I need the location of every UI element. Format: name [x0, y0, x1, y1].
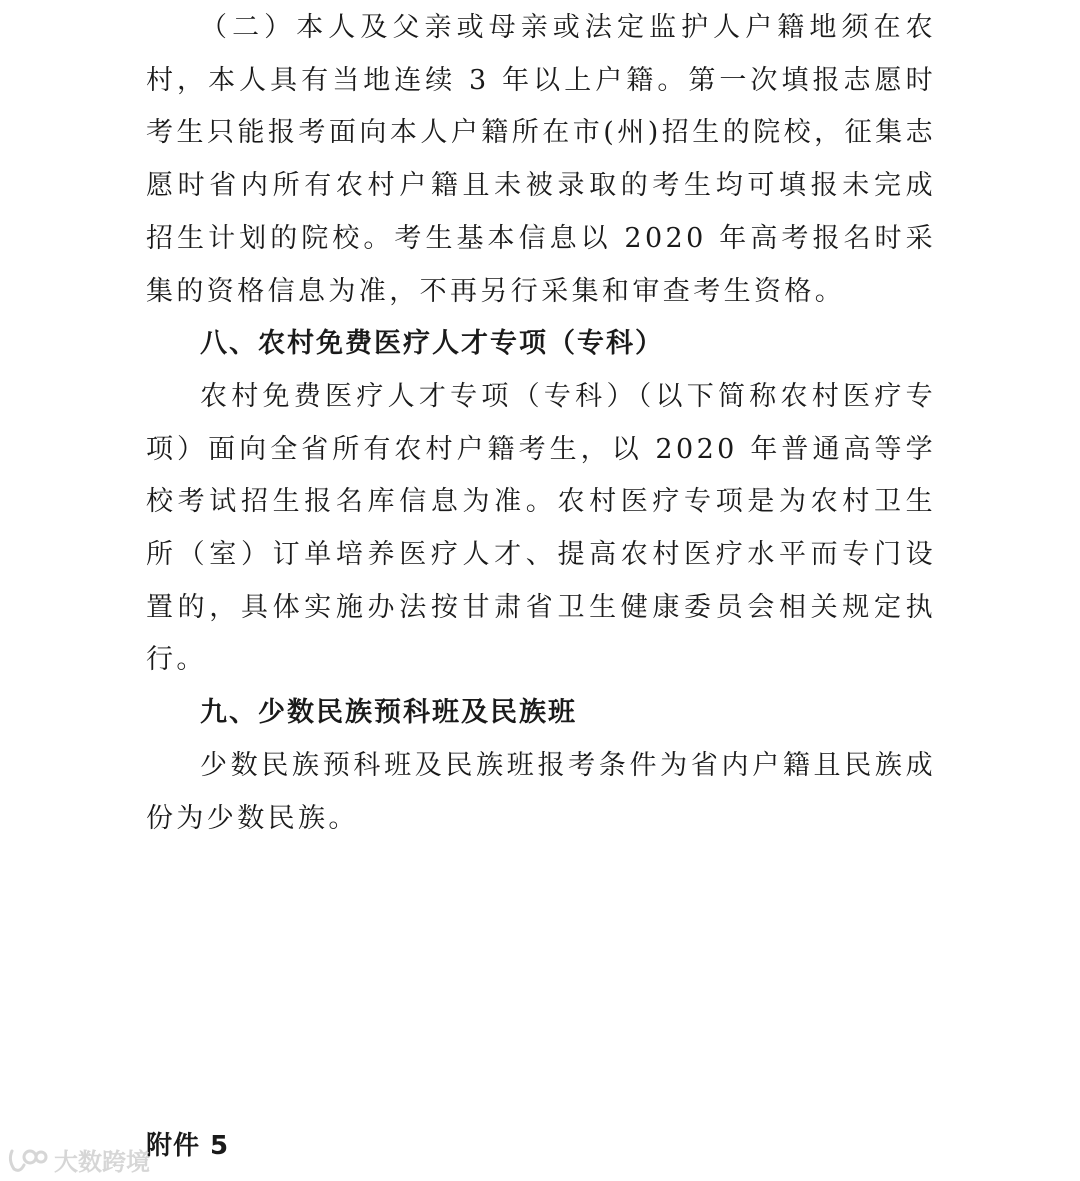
section-heading-minority-class: 九、少数民族预科班及民族班	[200, 697, 577, 729]
attachment-label: 附件 5	[146, 1131, 230, 1161]
paragraph-household-requirement: （二）本人及父亲或母亲或法定监护人户籍地须在农村，本人具有当地连续 3 年以上户籍。第一次填报志愿时考生只能报考面向本人户籍所在市(州)招生的院校，征集志愿时省内所有农村户籍且未被录取的考生均可填报未完成招生计划的院校。考生基本信息以 2020 年高考报名时采集的资格信息为准，不再另行采集和审查考生资格。	[146, 12, 936, 307]
watermark	[6, 1142, 150, 1177]
paragraph-minority-class: 少数民族预科班及民族班报考条件为省内户籍且民族成份为少数民族。	[146, 749, 936, 834]
paragraph-rural-medical: 农村免费医疗人才专项（专科）（以下简称农村医疗专项）面向全省所有农村户籍考生，以 2020 年普通高等学校考试招生报名库信息为准。农村医疗专项是为农村卫生所（室）订单培养医疗人才、提高农村医疗水平而专门设置的，具体实施办法按甘肃省卫生健康委员会相关规定执行。	[146, 380, 936, 676]
watermark-text: 大数跨境	[54, 1148, 150, 1176]
section-heading-rural-medical: 八、农村免费医疗人才专项（专科）	[200, 328, 664, 360]
brand-logo-icon	[6, 1145, 48, 1175]
document-body	[146, 0, 936, 845]
